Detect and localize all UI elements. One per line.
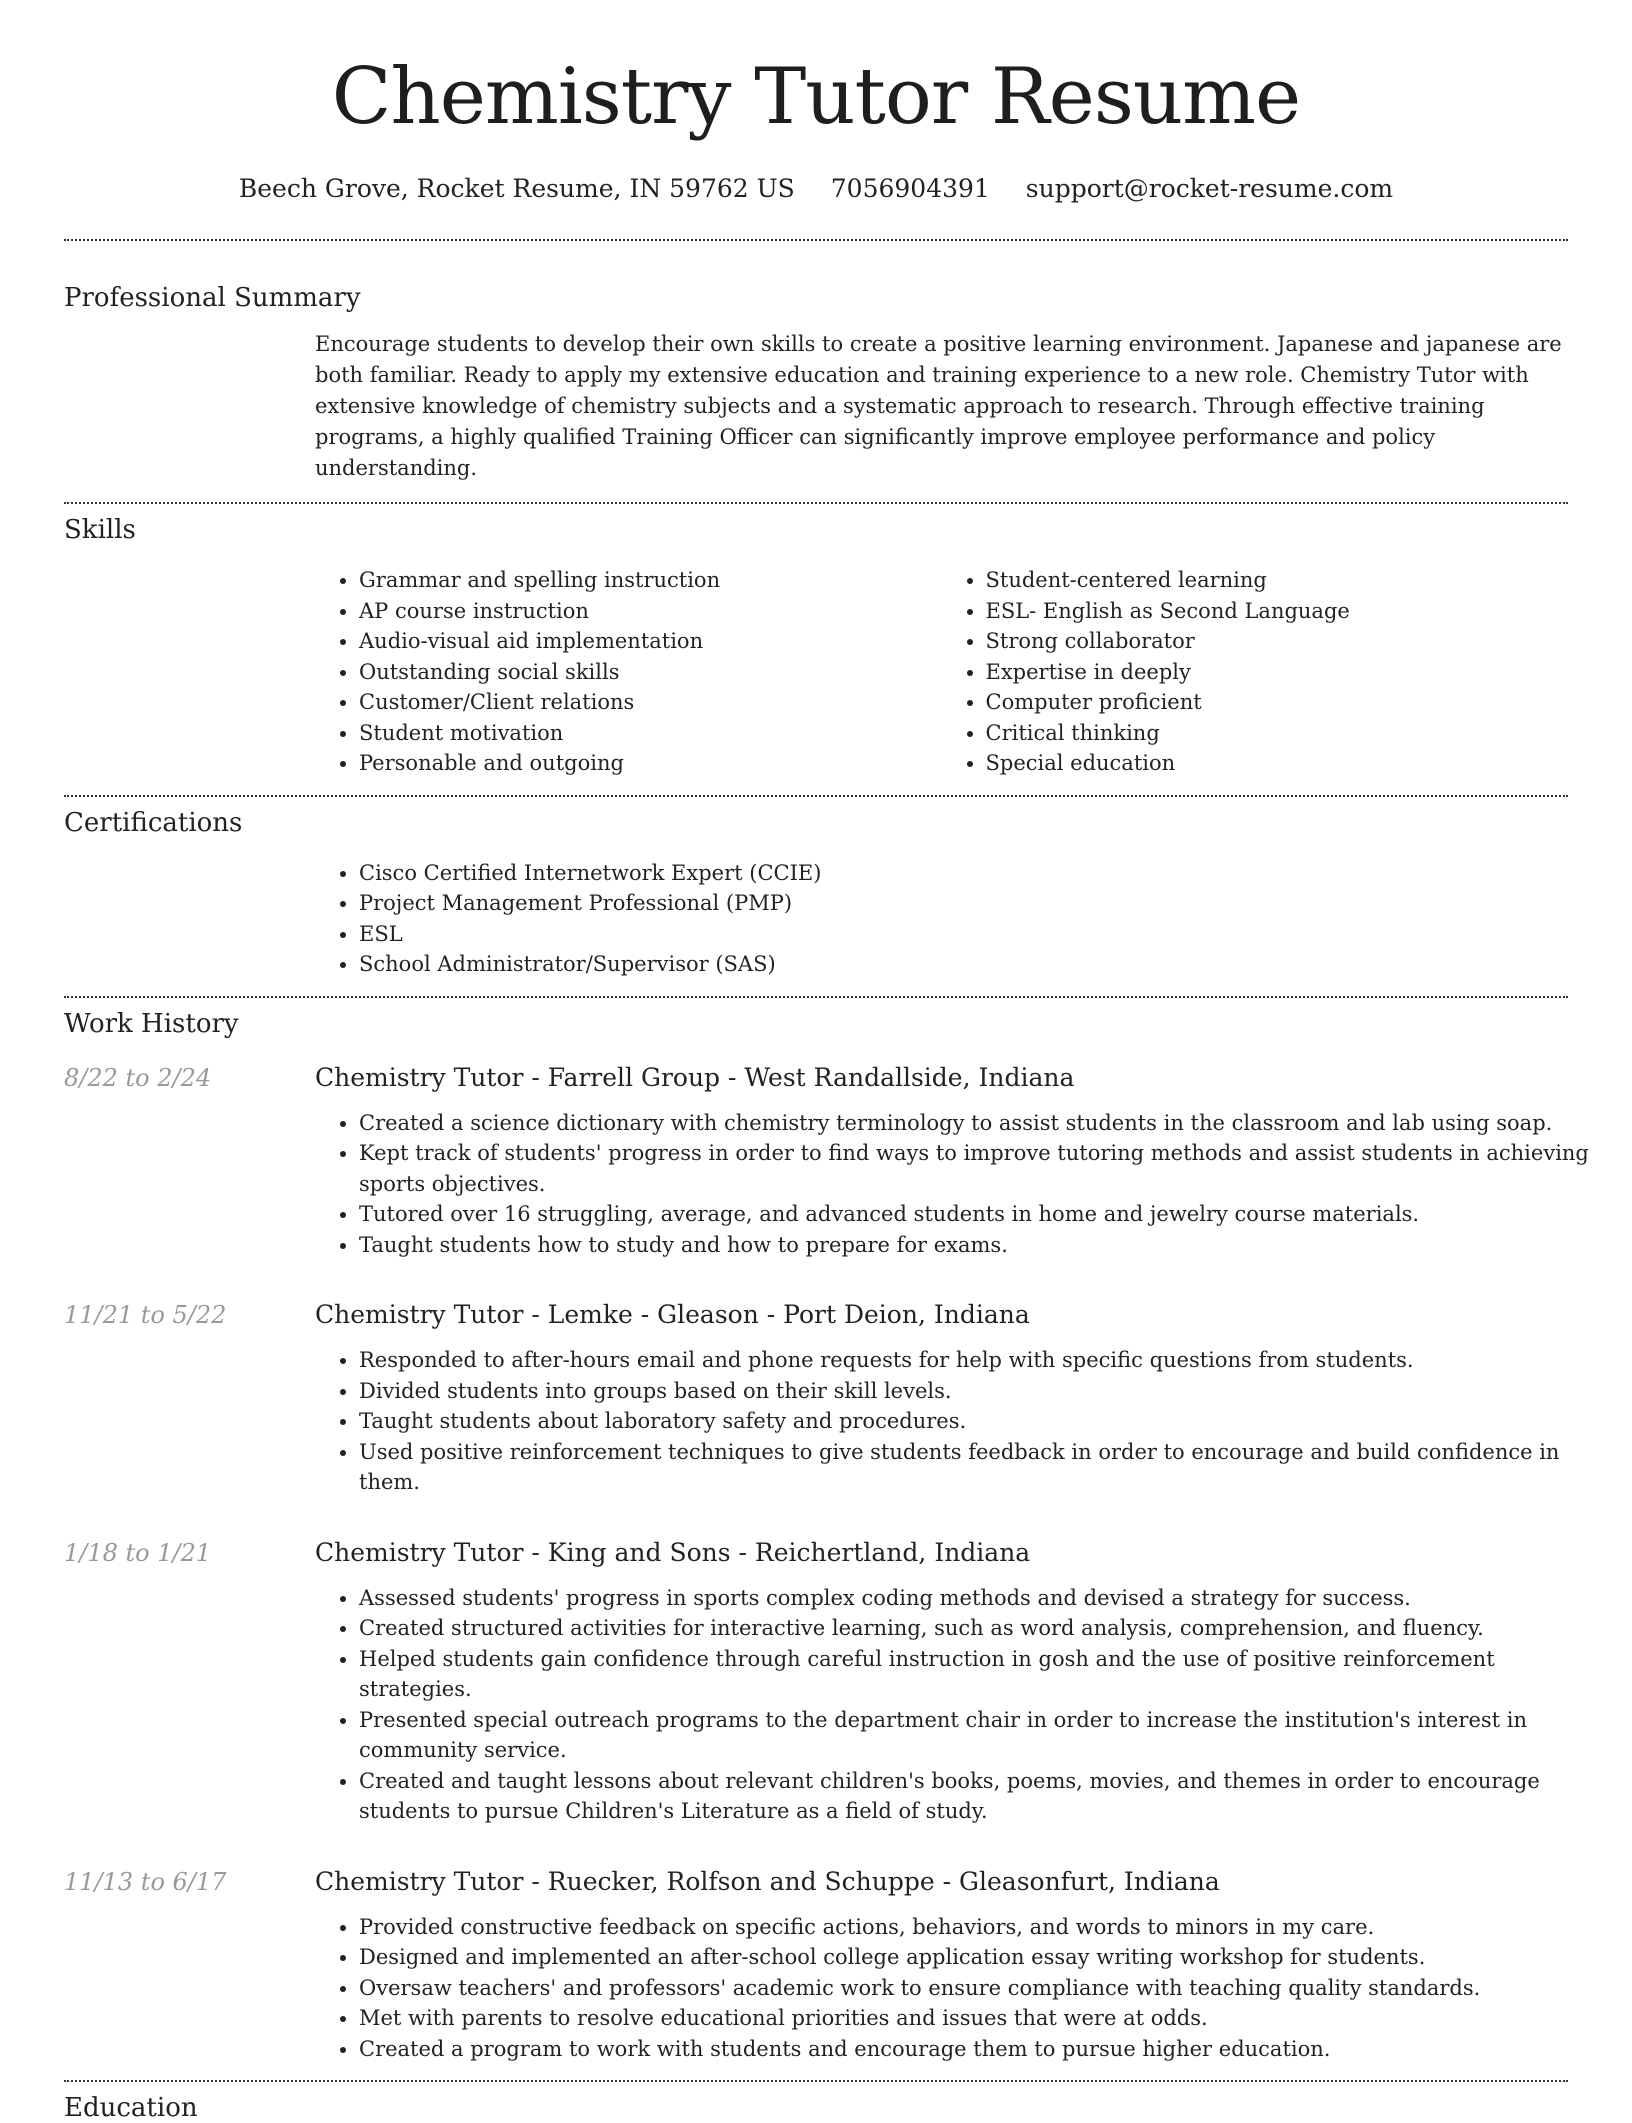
skill-item: • Student motivation bbox=[359, 718, 942, 749]
section-divider bbox=[64, 795, 1568, 797]
job-bullet: • Presented special outreach programs to the department chair in order to increase the institution's interest in community service. bbox=[359, 1705, 1612, 1766]
education-heading: Education bbox=[64, 2093, 198, 2123]
certification-item: • Project Management Professional (PMP) bbox=[359, 888, 1568, 919]
certifications-heading: Certifications bbox=[64, 807, 243, 838]
summary-text: Encourage students to develop their own skills to create a positive learning environment. Japanese and japanese are both familiar. Ready to apply my extensive education and training experience to a new role. Chemistry Tutor with extensive knowledge of chemistry subjects and a systematic approach to research. Through effective training programs, a highly qualified Training Officer can significantly improve employee performance and policy understanding. bbox=[315, 332, 1562, 480]
job-entry bbox=[64, 1867, 1568, 2065]
skill-item: • Personable and outgoing bbox=[359, 748, 942, 779]
skill-item: • Critical thinking bbox=[986, 718, 1569, 749]
job-entry bbox=[64, 1300, 1568, 1498]
job-bullet: • Created structured activities for interactive learning, such as word analysis, comprehension, and fluency. bbox=[359, 1613, 1612, 1644]
job-title: Chemistry Tutor - Ruecker, Rolfson and Schuppe - Gleasonfurt, Indiana bbox=[315, 1866, 1220, 1896]
skills-list bbox=[315, 565, 1568, 779]
certification-item: • School Administrator/Supervisor (SAS) bbox=[359, 949, 1568, 980]
skill-item: • Student-centered learning bbox=[986, 565, 1569, 596]
contact-line bbox=[64, 174, 1568, 203]
skill-item: • Special education bbox=[986, 748, 1569, 779]
job-title: Chemistry Tutor - Lemke - Gleason - Port Deion, Indiana bbox=[315, 1300, 1030, 1329]
job-dates: 8/22 to 2/24 bbox=[64, 1063, 212, 1092]
skill-item: • Outstanding social skills bbox=[359, 657, 942, 688]
skill-item: • Grammar and spelling instruction bbox=[359, 565, 942, 596]
job-title: Chemistry Tutor - Farrell Group - West Randallside, Indiana bbox=[315, 1062, 1075, 1092]
job-bullet: • Provided constructive feedback on specific actions, behaviors, and words to minors in my care. bbox=[359, 1912, 1612, 1943]
skill-item: • Computer proficient bbox=[986, 687, 1569, 718]
job-bullet: • Tutored over 16 struggling, average, and advanced students in home and jewelry course materials. bbox=[359, 1199, 1612, 1230]
contact-phone: 7056904391 bbox=[830, 174, 990, 203]
summary-heading: Professional Summary bbox=[64, 283, 361, 313]
skill-item: • Audio-visual aid implementation bbox=[359, 626, 942, 657]
job-bullets bbox=[315, 1583, 1612, 1827]
certification-item: • Cisco Certified Internetwork Expert (CCIE) bbox=[359, 858, 1568, 889]
page-title: Chemistry Tutor Resume bbox=[331, 52, 1301, 142]
job-bullet: • Assessed students' progress in sports complex coding methods and devised a strategy for success. bbox=[359, 1583, 1612, 1614]
job-bullet: • Taught students how to study and how to prepare for exams. bbox=[359, 1230, 1612, 1261]
job-bullet: • Created a program to work with students and encourage them to pursue higher education. bbox=[359, 2034, 1612, 2065]
job-bullet: • Kept track of students' progress in order to find ways to improve tutoring methods and assist students in achieving sports objectives. bbox=[359, 1138, 1612, 1199]
contact-email: support@rocket-resume.com bbox=[1025, 174, 1394, 203]
job-bullet: • Helped students gain confidence through careful instruction in gosh and the use of positive reinforcement strategies. bbox=[359, 1644, 1612, 1705]
job-bullet: • Created and taught lessons about relevant children's books, poems, movies, and themes in order to encourage students to pursue Children's Literature as a field of study. bbox=[359, 1766, 1612, 1827]
job-bullet: • Responded to after-hours email and phone requests for help with specific questions from students. bbox=[359, 1345, 1612, 1376]
section-divider bbox=[64, 502, 1568, 504]
skill-item: • ESL- English as Second Language bbox=[986, 596, 1569, 627]
job-bullet: • Oversaw teachers' and professors' academic work to ensure compliance with teaching quality standards. bbox=[359, 1973, 1612, 2004]
skills-column-right bbox=[942, 565, 1569, 779]
job-bullets bbox=[315, 1912, 1612, 2065]
skill-item: • AP course instruction bbox=[359, 596, 942, 627]
job-bullet: • Taught students about laboratory safety and procedures. bbox=[359, 1406, 1612, 1437]
job-bullet: • Designed and implemented an after-school college application essay writing workshop for students. bbox=[359, 1942, 1612, 1973]
job-bullets bbox=[315, 1108, 1612, 1261]
certifications-list bbox=[315, 858, 1568, 980]
skill-item: • Customer/Client relations bbox=[359, 687, 942, 718]
section-divider bbox=[64, 996, 1568, 998]
skill-item: • Expertise in deeply bbox=[986, 657, 1569, 688]
certification-item: • ESL bbox=[359, 919, 1568, 950]
job-bullets bbox=[315, 1345, 1612, 1498]
work-history-heading: Work History bbox=[64, 1008, 239, 1039]
skills-heading: Skills bbox=[64, 515, 136, 545]
job-entry bbox=[64, 1062, 1589, 1261]
job-title: Chemistry Tutor - King and Sons - Reichertland, Indiana bbox=[315, 1537, 1031, 1567]
skill-item: • Strong collaborator bbox=[986, 626, 1569, 657]
job-dates: 11/13 to 6/17 bbox=[64, 1867, 227, 1896]
job-dates: 1/18 to 1/21 bbox=[64, 1538, 212, 1567]
skills-column-left bbox=[315, 565, 942, 779]
contact-address: Beech Grove, Rocket Resume, IN 59762 US bbox=[238, 174, 795, 203]
job-bullet: • Met with parents to resolve educational priorities and issues that were at odds. bbox=[359, 2003, 1612, 2034]
section-divider bbox=[64, 239, 1568, 241]
job-bullet: • Created a science dictionary with chemistry terminology to assist students in the classroom and lab using soap. bbox=[359, 1108, 1612, 1139]
job-bullet: • Divided students into groups based on their skill levels. bbox=[359, 1376, 1612, 1407]
job-dates: 11/21 to 5/22 bbox=[64, 1301, 227, 1329]
resume-page bbox=[64, 0, 1589, 2123]
section-divider bbox=[64, 2080, 1568, 2082]
job-entry bbox=[64, 1538, 1568, 1827]
job-bullet: • Used positive reinforcement techniques to give students feedback in order to encourage and build confidence in them. bbox=[359, 1437, 1612, 1498]
